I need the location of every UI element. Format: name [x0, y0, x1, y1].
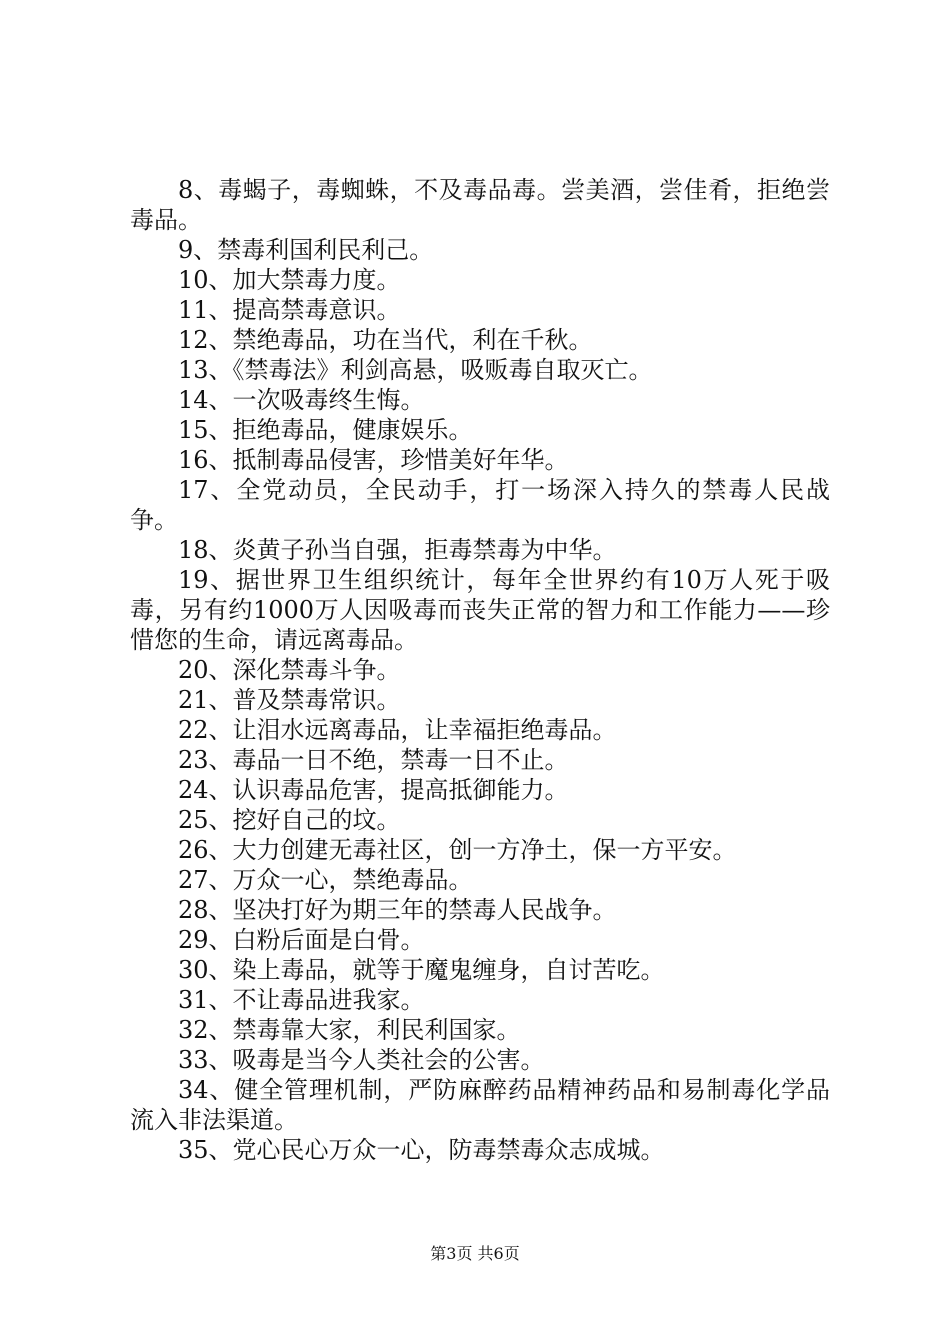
- slogan-item: 35、党心民心万众一心，防毒禁毒众志成城。: [178, 1136, 665, 1164]
- slogan-item: 12、禁绝毒品，功在当代，利在千秋。: [178, 326, 593, 354]
- slogan-item: 31、不让毒品进我家。: [178, 986, 425, 1014]
- slogan-item: 13、《禁毒法》利剑高悬，吸贩毒自取灭亡。: [178, 356, 653, 384]
- slogan-item: 22、让泪水远离毒品，让幸福拒绝毒品。: [178, 716, 617, 744]
- slogan-item: 19、据世界卫生组织统计，每年全世界约有10万人死于吸毒，另有约1000万人因吸毒而丧失正常的智力和工作能力——珍惜您的生命，请远离毒品。: [130, 566, 830, 654]
- slogan-item: 27、万众一心，禁绝毒品。: [178, 866, 473, 894]
- slogan-item: 15、拒绝毒品，健康娱乐。: [178, 416, 473, 444]
- slogan-item: 33、吸毒是当今人类社会的公害。: [178, 1046, 545, 1074]
- page-number-label: 第3页 共6页: [430, 1244, 520, 1263]
- slogan-item: 28、坚决打好为期三年的禁毒人民战争。: [178, 896, 617, 924]
- slogan-item: 29、白粉后面是白骨。: [178, 926, 425, 954]
- slogan-item: 34、健全管理机制，严防麻醉药品精神药品和易制毒化学品流入非法渠道。: [130, 1076, 830, 1134]
- slogan-item: 25、挖好自己的坟。: [178, 806, 401, 834]
- slogan-item: 23、毒品一日不绝，禁毒一日不止。: [178, 746, 569, 774]
- slogan-item: 32、禁毒靠大家，利民利国家。: [178, 1016, 521, 1044]
- slogan-item: 9、禁毒利国利民利己。: [178, 236, 434, 264]
- slogan-item: 24、认识毒品危害，提高抵御能力。: [178, 776, 569, 804]
- slogan-item: 21、普及禁毒常识。: [178, 686, 401, 714]
- slogan-item: 30、染上毒品，就等于魔鬼缠身，自讨苦吃。: [178, 956, 665, 984]
- slogan-item: 11、提高禁毒意识。: [178, 296, 401, 324]
- page-footer: [0, 1244, 950, 1264]
- slogan-item: 26、大力创建无毒社区，创一方净土，保一方平安。: [178, 836, 737, 864]
- slogan-item: 8、毒蝎子，毒蜘蛛，不及毒品毒。尝美酒，尝佳肴，拒绝尝毒品。: [130, 176, 830, 234]
- slogan-item: 17、全党动员，全民动手，打一场深入持久的禁毒人民战争。: [130, 476, 830, 534]
- document-body: [130, 175, 830, 1165]
- slogan-item: 14、一次吸毒终生悔。: [178, 386, 425, 414]
- slogan-item: 10、加大禁毒力度。: [178, 266, 401, 294]
- slogan-item: 20、深化禁毒斗争。: [178, 656, 401, 684]
- slogan-item: 18、炎黄子孙当自强，拒毒禁毒为中华。: [178, 536, 617, 564]
- slogan-item: 16、抵制毒品侵害，珍惜美好年华。: [178, 446, 569, 474]
